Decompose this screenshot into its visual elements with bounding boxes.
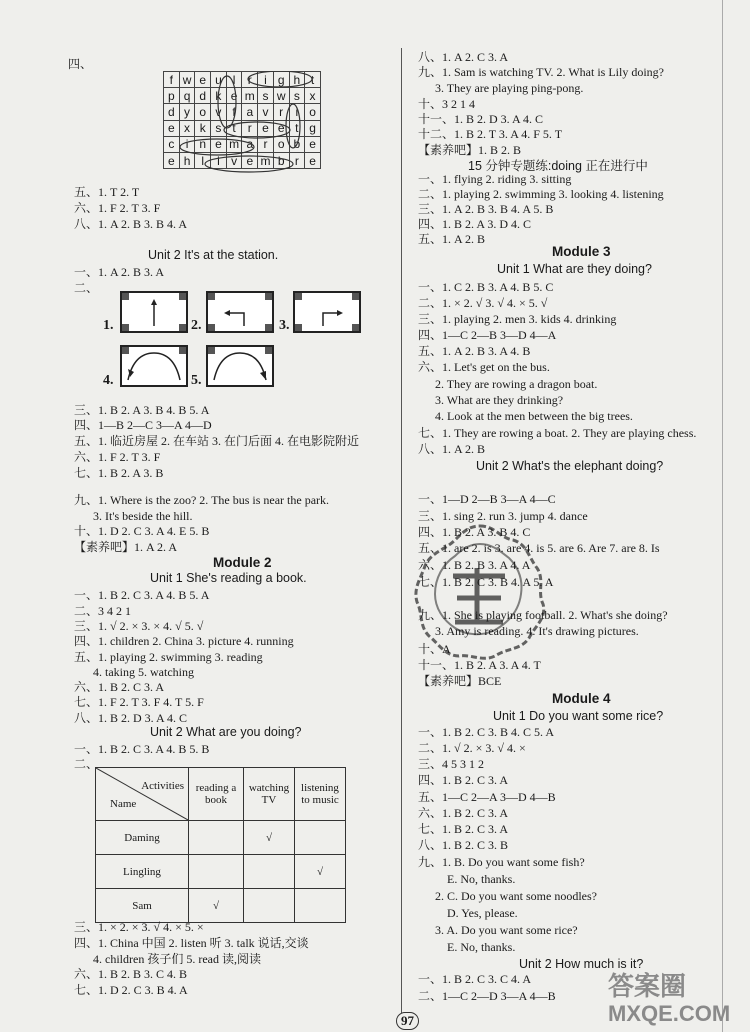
unit-heading: Unit 1 She's reading a book.: [150, 571, 307, 585]
answer-line: 2. They are rowing a dragon boat.: [435, 377, 598, 391]
module-heading: Module 4: [552, 691, 611, 706]
mark-cell: √: [295, 855, 346, 889]
answer-line: 三、1. √ 2. × 3. × 4. √ 5. √: [74, 619, 204, 633]
grid-row: [164, 104, 321, 120]
mark-cell: [189, 821, 244, 855]
activities-table: [95, 767, 346, 923]
answer-line: 3. Amy is reading. 4. It's drawing pictures.: [435, 624, 639, 638]
mark-cell: [189, 855, 244, 889]
grid-cell: r: [258, 136, 274, 152]
answer-line: 十一、1. B 2. D 3. A 4. C: [418, 112, 544, 126]
row-name: Sam: [96, 889, 189, 923]
answer-line: 七、1. F 2. T 3. F 4. T 5. F: [74, 695, 204, 709]
answer-line: 十、A: [418, 642, 451, 656]
grid-cell: m: [226, 136, 242, 152]
answer-line: 3. It's beside the hill.: [93, 509, 193, 523]
answer-line: 2. C. Do you want some noodles?: [435, 889, 597, 903]
grid-cell: n: [195, 136, 211, 152]
grid-cell: g: [273, 72, 289, 88]
watermark-text: 答案圈: [608, 971, 687, 1001]
table-row: [96, 889, 346, 923]
answer-line: 五、1. A 2. B: [418, 232, 486, 246]
module-heading: Module 2: [213, 555, 272, 570]
answer-line: 3. A. Do you want some rice?: [435, 923, 578, 937]
grid-cell: v: [211, 104, 227, 120]
grid-cell: t: [305, 72, 321, 88]
grid-cell: d: [195, 88, 211, 104]
module-heading: Module 3: [552, 244, 611, 259]
answer-line: 四、1. children 2. China 3. picture 4. running: [74, 634, 294, 648]
grid-cell: e: [273, 120, 289, 136]
answer-line: D. Yes, please.: [447, 906, 518, 920]
unit-heading: Unit 2 It's at the station.: [148, 248, 279, 262]
grid-cell: t: [289, 120, 305, 136]
grid-cell: m: [258, 152, 274, 168]
grid-cell: v: [258, 104, 274, 120]
row-name: Lingling: [96, 855, 189, 889]
mark-cell: √: [244, 821, 295, 855]
answer-line: 二、1. × 2. √ 3. √ 4. × 5. √: [418, 296, 548, 310]
grid-cell: r: [273, 104, 289, 120]
answer-line: 六、1. F 2. T 3. F: [74, 450, 161, 464]
grid-cell: o: [273, 136, 289, 152]
answer-line: 十二、1. B 2. T 3. A 4. F 5. T: [418, 127, 563, 141]
answer-line: 三、1. B 2. A 3. B 4. B 5. A: [74, 403, 210, 417]
watermark-url: MXQE.COM: [608, 1001, 731, 1026]
grid-cell: s: [289, 88, 305, 104]
page-number: 97: [396, 1012, 419, 1030]
page-edge: [722, 0, 723, 1032]
answer-line: 二、: [74, 281, 99, 295]
grid-row: [164, 88, 321, 104]
sign-straight: [120, 291, 188, 333]
answer-line: 十、1. D 2. C 3. A 4. E 5. B: [74, 524, 210, 538]
answer-line: E. No, thanks.: [447, 872, 516, 886]
column-header: listening to music: [295, 768, 346, 821]
answer-line: 一、1. B 2. C 3. C 4. A: [418, 972, 532, 986]
answer-line: 六、1. B 2. C 3. A: [74, 680, 165, 694]
grid-cell: u: [211, 72, 227, 88]
answer-line: 3. What are they drinking?: [435, 393, 564, 407]
sign-turn-right: [293, 291, 361, 333]
sign-label: 1.: [103, 318, 114, 333]
mark-cell: [295, 821, 346, 855]
answer-line: 八、1. A 2. C 3. A: [418, 50, 509, 64]
answer-line: 三、1. × 2. × 3. √ 4. × 5. ×: [74, 920, 204, 934]
answer-line: 一、1. A 2. B 3. A: [74, 265, 165, 279]
answer-line: 八、1. B 2. C 3. B: [418, 838, 509, 852]
answer-line: 六、1. B 2. B 3. A 4. A: [418, 558, 531, 572]
mark-cell: √: [189, 889, 244, 923]
answer-line: 五、1. T 2. T: [74, 185, 140, 199]
grid-cell: e: [195, 72, 211, 88]
answer-line: 4. taking 5. watching: [93, 665, 194, 679]
answer-line: 六、1. F 2. T 3. F: [74, 201, 161, 215]
unit-heading: Unit 1 What are they doing?: [497, 262, 652, 276]
grid-cell: r: [242, 72, 258, 88]
answer-line: 八、1. A 2. B 3. B 4. A: [74, 217, 188, 231]
answer-line: 七、1. B 2. A 3. B: [74, 466, 164, 480]
grid-cell: i: [289, 104, 305, 120]
answer-line: 四、1. B 2. A 3. D 4. C: [418, 217, 532, 231]
answer-line: 八、1. B 2. D 3. A 4. C: [74, 711, 188, 725]
answer-line: 二、3 4 2 1: [74, 604, 132, 618]
grid-cell: q: [179, 88, 195, 104]
grid-cell: s: [211, 120, 227, 136]
unit-heading: Unit 1 Do you want some rice?: [493, 709, 664, 723]
answer-line: 一、1. B 2. C 3. A 4. B 5. B: [74, 742, 210, 756]
grid-cell: a: [242, 104, 258, 120]
table-row: [96, 855, 346, 889]
grid-cell: a: [242, 136, 258, 152]
name-header: Name: [110, 798, 137, 810]
unit-heading: Unit 2 What are you doing?: [150, 725, 302, 739]
grid-row: [164, 152, 321, 168]
grid-cell: r: [242, 120, 258, 136]
answer-line: 五、1—C 2—A 3—D 4—B: [418, 790, 556, 804]
unit-heading: 15 分钟专题练:doing 正在进行中: [468, 159, 648, 173]
column-header: reading a book: [189, 768, 244, 821]
answer-line: 四、: [68, 57, 93, 71]
sign-label: 2.: [191, 318, 202, 333]
answer-line: 五、1. A 2. B 3. A 4. B: [418, 344, 531, 358]
answer-line: 九、1. Sam is watching TV. 2. What is Lily doing?: [418, 65, 664, 79]
sign-label: 4.: [103, 373, 114, 388]
answer-line: 九、1. She is playing football. 2. What's she doing?: [418, 608, 668, 622]
grid-cell: d: [164, 104, 180, 120]
answer-line: 十、3 2 1 4: [418, 97, 476, 111]
grid-cell: v: [226, 152, 242, 168]
answer-line: 3. They are playing ping-pong.: [435, 81, 584, 95]
answer-line: 三、1. playing 2. men 3. kids 4. drinking: [418, 312, 617, 326]
grid-cell: x: [305, 88, 321, 104]
answer-line: E. No, thanks.: [447, 940, 516, 954]
answer-line: 七、1. They are rowing a boat. 2. They are playing chess.: [418, 426, 697, 440]
sign-label: 5.: [191, 373, 202, 388]
grid-cell: e: [258, 120, 274, 136]
grid-cell: w: [179, 72, 195, 88]
answer-line: 一、1—D 2—B 3—A 4—C: [418, 492, 556, 506]
column-header: watching TV: [244, 768, 295, 821]
answer-line: 七、1. B 2. C 3. A: [418, 822, 509, 836]
answer-line: 五、1. are 2. is 3. are 4. is 5. are 6. Are 7. are 8. Is: [418, 541, 660, 555]
table-corner-header: [96, 768, 189, 821]
grid-cell: p: [164, 88, 180, 104]
grid-cell: o: [305, 104, 321, 120]
grid-cell: x: [179, 120, 195, 136]
answer-line: 二、: [74, 757, 99, 771]
sign-hill-down: [206, 345, 274, 387]
table-row: [96, 821, 346, 855]
sign-hill-up: [120, 345, 188, 387]
answer-line: 【素养吧】BCE: [418, 674, 502, 688]
answer-line: 一、1. B 2. C 3. A 4. B 5. A: [74, 588, 210, 602]
answer-line: 【素养吧】1. B 2. B: [418, 143, 522, 157]
answer-line: 六、1. B 2. B 3. C 4. B: [74, 967, 188, 981]
grid-cell: e: [211, 136, 227, 152]
mark-cell: [244, 855, 295, 889]
grid-cell: l: [195, 152, 211, 168]
grid-cell: c: [164, 136, 180, 152]
grid-cell: h: [179, 152, 195, 168]
answer-line: 五、1. 临近房屋 2. 在车站 3. 在门后面 4. 在电影院附近: [74, 434, 360, 448]
grid-cell: k: [211, 88, 227, 104]
answer-line: 二、1. √ 2. × 3. √ 4. ×: [418, 741, 526, 755]
word-search-grid: [163, 71, 321, 169]
mark-cell: [244, 889, 295, 923]
grid-cell: e: [305, 152, 321, 168]
answer-line: 七、1. B 2. C 3. B 4. A 5. A: [418, 575, 554, 589]
answer-line: 九、1. Where is the zoo? 2. The bus is near the park.: [74, 493, 330, 507]
sign-turn-left: [206, 291, 274, 333]
grid-cell: i: [179, 136, 195, 152]
answer-line: 二、1—C 2—D 3—A 4—B: [418, 989, 556, 1003]
answer-line: 八、1. A 2. B: [418, 442, 486, 456]
answer-line: 4. children 孩子们 5. read 读,阅读: [93, 952, 261, 966]
grid-cell: m: [242, 88, 258, 104]
answer-line: 4. Look at the men between the big trees.: [435, 409, 633, 423]
grid-cell: e: [242, 152, 258, 168]
answer-line: 七、1. D 2. C 3. B 4. A: [74, 983, 188, 997]
unit-heading: Unit 2 What's the elephant doing?: [476, 459, 664, 473]
answer-line: 三、1. A 2. B 3. B 4. A 5. B: [418, 202, 554, 216]
answer-line: 三、1. sing 2. run 3. jump 4. dance: [418, 509, 588, 523]
grid-row: [164, 72, 321, 88]
grid-cell: f: [226, 104, 242, 120]
answer-line: 二、1. playing 2. swimming 3. looking 4. listening: [418, 187, 664, 201]
answer-line: 一、1. C 2. B 3. A 4. B 5. C: [418, 280, 554, 294]
grid-cell: i: [258, 72, 274, 88]
grid-cell: w: [273, 88, 289, 104]
activities-header: Activities: [141, 780, 184, 792]
grid-cell: e: [164, 152, 180, 168]
grid-cell: g: [305, 120, 321, 136]
answer-line: 四、1. B 2. C 3. A: [418, 773, 509, 787]
grid-row: [164, 136, 321, 152]
grid-cell: e: [226, 88, 242, 104]
answer-line: 一、1. flying 2. riding 3. sitting: [418, 172, 572, 186]
watermark-logo: [608, 972, 730, 1028]
grid-cell: e: [164, 120, 180, 136]
grid-cell: l: [226, 72, 242, 88]
answer-line: 六、1. B 2. C 3. A: [418, 806, 509, 820]
unit-heading: Unit 2 How much is it?: [519, 957, 644, 971]
answer-line: 【素养吧】1. A 2. A: [74, 540, 178, 554]
answer-line: 四、1—C 2—B 3—D 4—A: [418, 328, 557, 342]
answer-line: 四、1. China 中国 2. listen 听 3. talk 说话,交谈: [74, 936, 309, 950]
answer-line: 四、1—B 2—C 3—A 4—D: [74, 418, 212, 432]
grid-cell: o: [195, 104, 211, 120]
grid-cell: b: [273, 152, 289, 168]
answer-line: 五、1. playing 2. swimming 3. reading: [74, 650, 263, 664]
grid-cell: y: [179, 104, 195, 120]
grid-cell: e: [305, 136, 321, 152]
answer-line: 十一、1. B 2. A 3. A 4. T: [418, 658, 541, 672]
answer-line: 三、4 5 3 1 2: [418, 757, 485, 771]
row-name: Daming: [96, 821, 189, 855]
grid-cell: f: [164, 72, 180, 88]
grid-cell: h: [289, 72, 305, 88]
answer-line: 六、1. Let's get on the bus.: [418, 360, 550, 374]
grid-cell: r: [289, 152, 305, 168]
grid-cell: t: [226, 120, 242, 136]
column-divider: [401, 48, 402, 1018]
grid-cell: s: [258, 88, 274, 104]
answer-line: 一、1. B 2. C 3. B 4. C 5. A: [418, 725, 555, 739]
mark-cell: [295, 889, 346, 923]
grid-row: [164, 120, 321, 136]
grid-cell: i: [211, 152, 227, 168]
answer-line: 四、1. B 2. A 3. B 4. C: [418, 525, 531, 539]
grid-cell: b: [289, 136, 305, 152]
sign-label: 3.: [279, 318, 290, 333]
answer-line: 九、1. B. Do you want some fish?: [418, 855, 585, 869]
grid-cell: k: [195, 120, 211, 136]
